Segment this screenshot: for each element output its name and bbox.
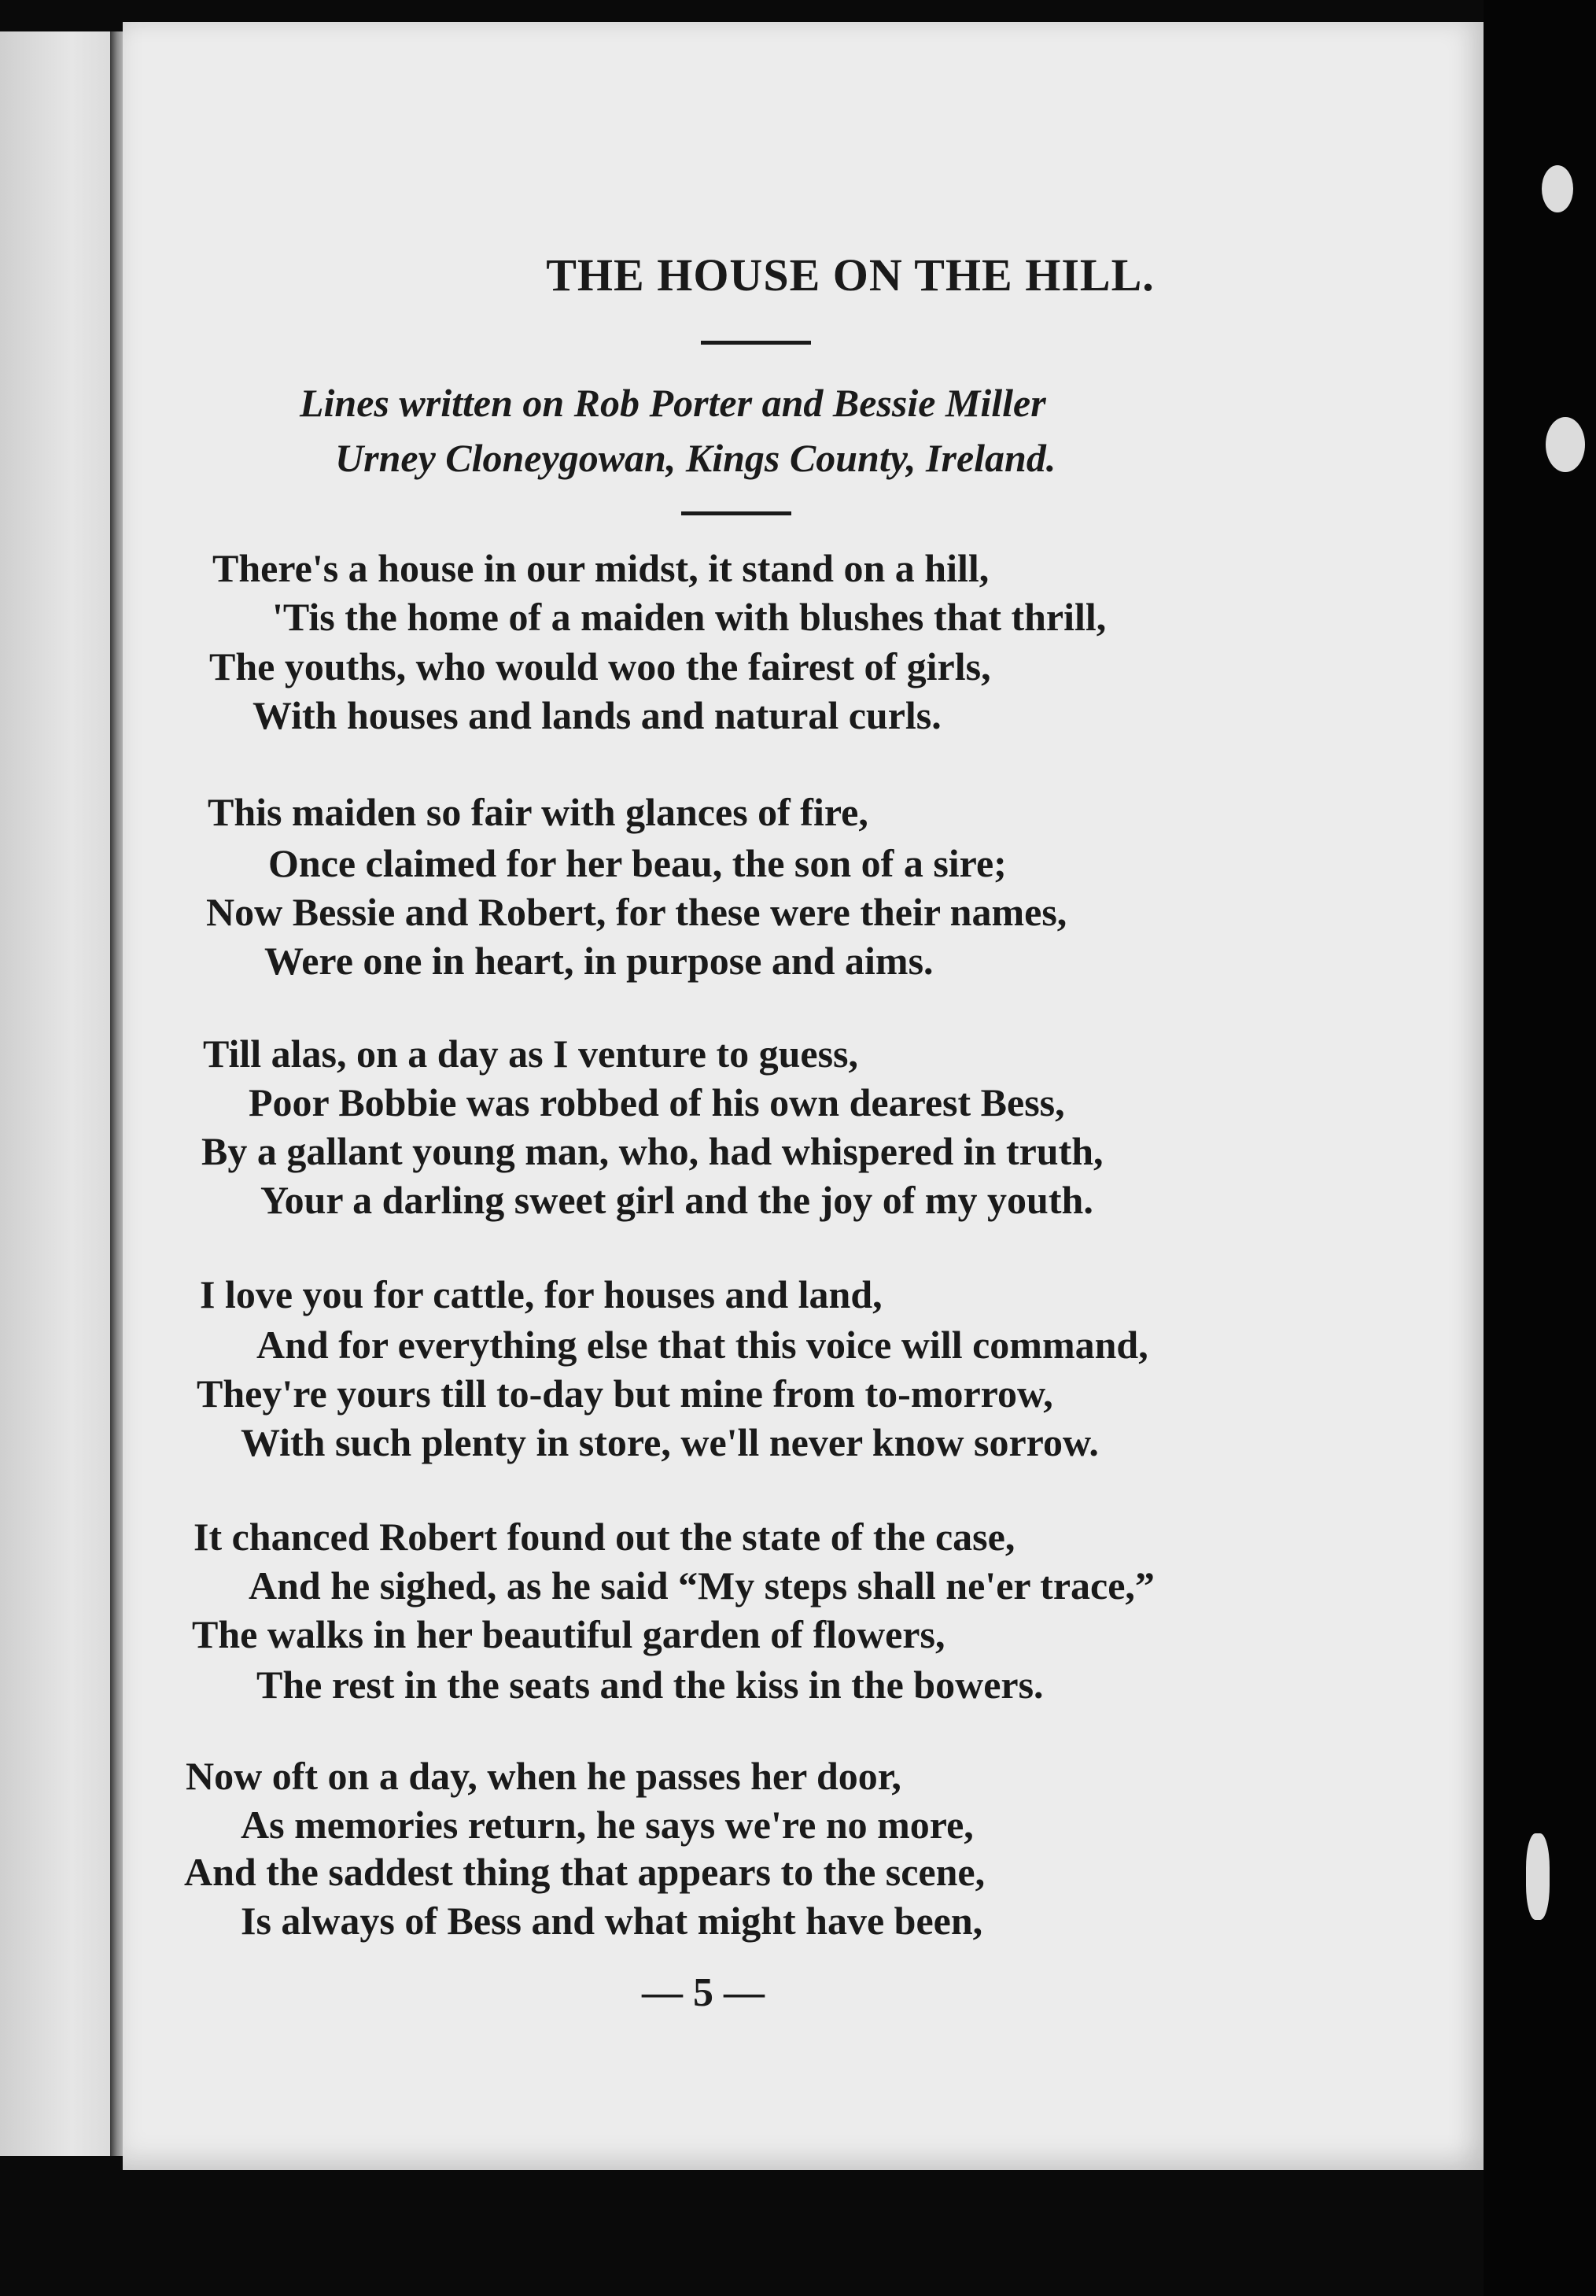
verse-line: Once claimed for her beau, the son of a sire;	[268, 841, 1007, 885]
verse-line: And the saddest thing that appears to the scene,	[184, 1850, 986, 1894]
title-divider	[701, 341, 811, 345]
verse-line: They're yours till to-day but mine from to-morrow,	[197, 1371, 1053, 1416]
scan-speck	[1542, 165, 1573, 212]
verse-line: The walks in her beautiful garden of flowers,	[192, 1612, 945, 1656]
scan-speck	[1546, 417, 1585, 472]
subtitle-line-2: Urney Cloneygowan, Kings County, Ireland.	[335, 436, 1056, 480]
verse-line: With such plenty in store, we'll never know sorrow.	[241, 1420, 1099, 1464]
verse-line: And he sighed, as he said “My steps shall ne'er trace,”	[249, 1563, 1155, 1608]
page-number: — 5 —	[642, 1970, 765, 2015]
subtitle-line-1: Lines written on Rob Porter and Bessie Miller	[300, 381, 1046, 425]
verse-line: Is always of Bess and what might have been,	[241, 1899, 983, 1943]
scan-border	[1484, 0, 1596, 2296]
verse-line: 'Tis the home of a maiden with blushes that thrill,	[272, 595, 1107, 639]
verse-line: The youths, who would woo the fairest of girls,	[209, 644, 991, 688]
verse-line: It chanced Robert found out the state of the case,	[194, 1515, 1015, 1559]
poem-title: THE HOUSE ON THE HILL.	[546, 249, 1155, 301]
facing-page-edge	[0, 31, 120, 2156]
verse-line: With houses and lands and natural curls.	[252, 693, 942, 737]
verse-line: Now Bessie and Robert, for these were their names,	[206, 890, 1067, 934]
book-page	[123, 22, 1484, 2170]
scan-speck	[1526, 1833, 1550, 1920]
verse-line: Till alas, on a day as I venture to guess,	[203, 1032, 859, 1076]
verse-line: And for everything else that this voice will command,	[256, 1323, 1148, 1367]
verse-line: Poor Bobbie was robbed of his own dearest Bess,	[249, 1080, 1065, 1124]
verse-line: There's a house in our midst, it stand on a hill,	[212, 546, 990, 590]
verse-line: Were one in heart, in purpose and aims.	[264, 939, 934, 983]
verse-line: As memories return, he says we're no more,	[241, 1803, 974, 1847]
verse-line: Your a darling sweet girl and the joy of my youth.	[260, 1178, 1093, 1222]
subtitle-divider	[681, 511, 791, 515]
verse-line: By a gallant young man, who, had whispered in truth,	[201, 1129, 1104, 1173]
verse-line: I love you for cattle, for houses and land,	[200, 1272, 883, 1316]
verse-line: This maiden so fair with glances of fire,	[208, 790, 868, 834]
verse-line: Now oft on a day, when he passes her door,	[186, 1754, 901, 1798]
verse-line: The rest in the seats and the kiss in the bowers.	[256, 1663, 1044, 1707]
